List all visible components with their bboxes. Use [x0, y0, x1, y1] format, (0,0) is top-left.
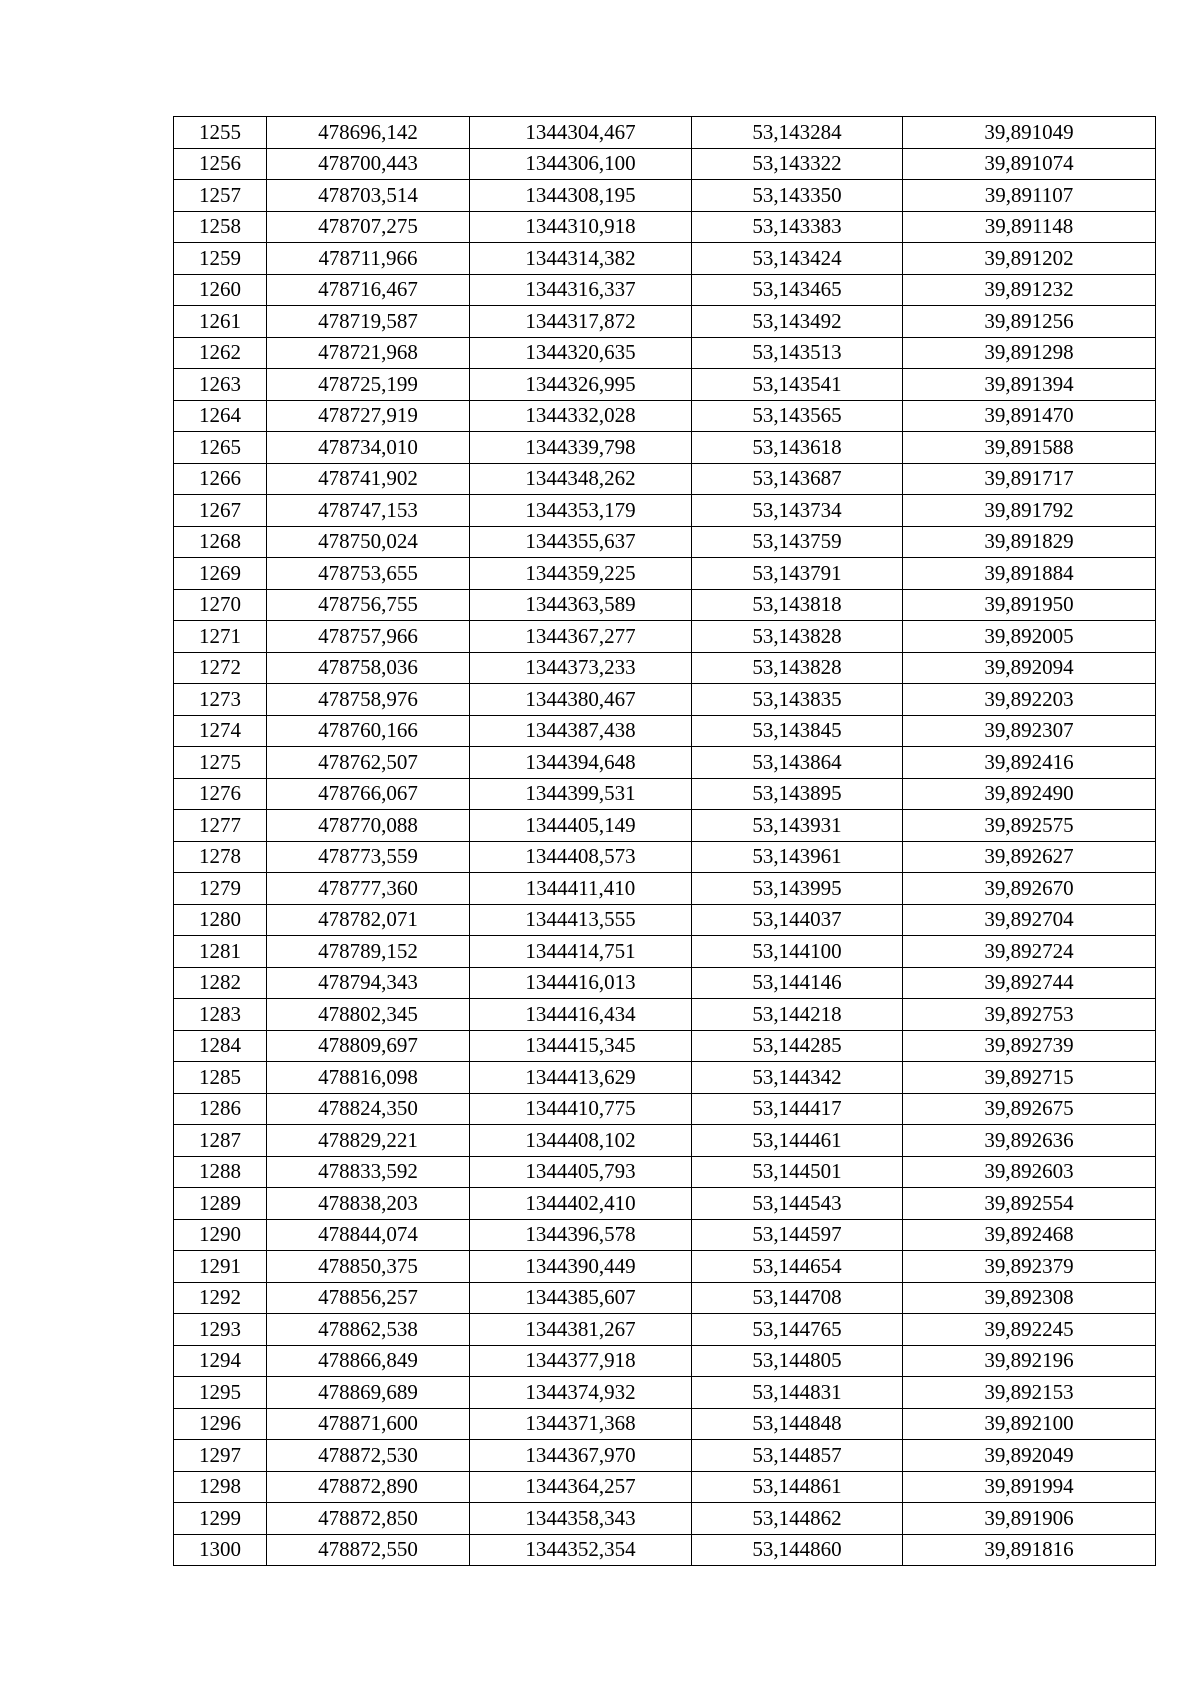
- table-row: [174, 967, 1156, 999]
- y-coordinate-cell: 1344374,932: [470, 1377, 692, 1409]
- point-number-cell: 1290: [174, 1219, 267, 1251]
- longitude-cell: 39,892468: [903, 1219, 1156, 1251]
- latitude-cell: 53,143828: [692, 652, 903, 684]
- point-number-cell: 1262: [174, 337, 267, 369]
- table-row: [174, 810, 1156, 842]
- x-coordinate-cell: 478773,559: [267, 841, 470, 873]
- table-row: [174, 495, 1156, 527]
- table-row: [174, 117, 1156, 149]
- y-coordinate-cell: 1344363,589: [470, 589, 692, 621]
- longitude-cell: 39,891950: [903, 589, 1156, 621]
- point-number-cell: 1296: [174, 1408, 267, 1440]
- longitude-cell: 39,892490: [903, 778, 1156, 810]
- table-row: [174, 1156, 1156, 1188]
- y-coordinate-cell: 1344304,467: [470, 117, 692, 149]
- y-coordinate-cell: 1344348,262: [470, 463, 692, 495]
- point-number-cell: 1261: [174, 306, 267, 338]
- point-number-cell: 1287: [174, 1125, 267, 1157]
- x-coordinate-cell: 478872,890: [267, 1471, 470, 1503]
- table-row: [174, 180, 1156, 212]
- latitude-cell: 53,144862: [692, 1503, 903, 1535]
- longitude-cell: 39,891074: [903, 148, 1156, 180]
- y-coordinate-cell: 1344332,028: [470, 400, 692, 432]
- y-coordinate-cell: 1344317,872: [470, 306, 692, 338]
- table-row: [174, 904, 1156, 936]
- table-row: [174, 432, 1156, 464]
- longitude-cell: 39,892094: [903, 652, 1156, 684]
- y-coordinate-cell: 1344416,434: [470, 999, 692, 1031]
- y-coordinate-cell: 1344326,995: [470, 369, 692, 401]
- longitude-cell: 39,892153: [903, 1377, 1156, 1409]
- table-row: [174, 1440, 1156, 1472]
- table-row: [174, 1093, 1156, 1125]
- x-coordinate-cell: 478760,166: [267, 715, 470, 747]
- longitude-cell: 39,891816: [903, 1534, 1156, 1566]
- point-number-cell: 1275: [174, 747, 267, 779]
- y-coordinate-cell: 1344385,607: [470, 1282, 692, 1314]
- y-coordinate-cell: 1344390,449: [470, 1251, 692, 1283]
- y-coordinate-cell: 1344310,918: [470, 211, 692, 243]
- x-coordinate-cell: 478872,850: [267, 1503, 470, 1535]
- longitude-cell: 39,891829: [903, 526, 1156, 558]
- longitude-cell: 39,891588: [903, 432, 1156, 464]
- y-coordinate-cell: 1344371,368: [470, 1408, 692, 1440]
- longitude-cell: 39,891792: [903, 495, 1156, 527]
- x-coordinate-cell: 478696,142: [267, 117, 470, 149]
- point-number-cell: 1265: [174, 432, 267, 464]
- x-coordinate-cell: 478770,088: [267, 810, 470, 842]
- longitude-cell: 39,891994: [903, 1471, 1156, 1503]
- longitude-cell: 39,892704: [903, 904, 1156, 936]
- latitude-cell: 53,143845: [692, 715, 903, 747]
- point-number-cell: 1267: [174, 495, 267, 527]
- x-coordinate-cell: 478866,849: [267, 1345, 470, 1377]
- longitude-cell: 39,892627: [903, 841, 1156, 873]
- y-coordinate-cell: 1344308,195: [470, 180, 692, 212]
- longitude-cell: 39,892308: [903, 1282, 1156, 1314]
- point-number-cell: 1278: [174, 841, 267, 873]
- longitude-cell: 39,891049: [903, 117, 1156, 149]
- table-row: [174, 463, 1156, 495]
- y-coordinate-cell: 1344381,267: [470, 1314, 692, 1346]
- longitude-cell: 39,891884: [903, 558, 1156, 590]
- y-coordinate-cell: 1344314,382: [470, 243, 692, 275]
- point-number-cell: 1283: [174, 999, 267, 1031]
- table-row: [174, 526, 1156, 558]
- table-row: [174, 841, 1156, 873]
- table-row: [174, 243, 1156, 275]
- table-row: [174, 1534, 1156, 1566]
- y-coordinate-cell: 1344413,555: [470, 904, 692, 936]
- longitude-cell: 39,891202: [903, 243, 1156, 275]
- longitude-cell: 39,892603: [903, 1156, 1156, 1188]
- y-coordinate-cell: 1344353,179: [470, 495, 692, 527]
- x-coordinate-cell: 478700,443: [267, 148, 470, 180]
- x-coordinate-cell: 478756,755: [267, 589, 470, 621]
- table-row: [174, 1188, 1156, 1220]
- point-number-cell: 1276: [174, 778, 267, 810]
- latitude-cell: 53,143687: [692, 463, 903, 495]
- latitude-cell: 53,143895: [692, 778, 903, 810]
- longitude-cell: 39,891394: [903, 369, 1156, 401]
- table-row: [174, 778, 1156, 810]
- latitude-cell: 53,144342: [692, 1062, 903, 1094]
- longitude-cell: 39,892575: [903, 810, 1156, 842]
- x-coordinate-cell: 478727,919: [267, 400, 470, 432]
- x-coordinate-cell: 478741,902: [267, 463, 470, 495]
- longitude-cell: 39,891148: [903, 211, 1156, 243]
- x-coordinate-cell: 478721,968: [267, 337, 470, 369]
- x-coordinate-cell: 478794,343: [267, 967, 470, 999]
- longitude-cell: 39,892307: [903, 715, 1156, 747]
- longitude-cell: 39,891256: [903, 306, 1156, 338]
- x-coordinate-cell: 478850,375: [267, 1251, 470, 1283]
- longitude-cell: 39,891232: [903, 274, 1156, 306]
- table-row: [174, 148, 1156, 180]
- x-coordinate-cell: 478833,592: [267, 1156, 470, 1188]
- latitude-cell: 53,143931: [692, 810, 903, 842]
- point-number-cell: 1299: [174, 1503, 267, 1535]
- x-coordinate-cell: 478782,071: [267, 904, 470, 936]
- table-row: [174, 1377, 1156, 1409]
- x-coordinate-cell: 478719,587: [267, 306, 470, 338]
- point-number-cell: 1300: [174, 1534, 267, 1566]
- latitude-cell: 53,143465: [692, 274, 903, 306]
- y-coordinate-cell: 1344387,438: [470, 715, 692, 747]
- table-row: [174, 306, 1156, 338]
- y-coordinate-cell: 1344339,798: [470, 432, 692, 464]
- x-coordinate-cell: 478862,538: [267, 1314, 470, 1346]
- longitude-cell: 39,892636: [903, 1125, 1156, 1157]
- x-coordinate-cell: 478844,074: [267, 1219, 470, 1251]
- table-row: [174, 558, 1156, 590]
- point-number-cell: 1284: [174, 1030, 267, 1062]
- y-coordinate-cell: 1344359,225: [470, 558, 692, 590]
- point-number-cell: 1270: [174, 589, 267, 621]
- table-row: [174, 1125, 1156, 1157]
- table-row: [174, 1345, 1156, 1377]
- latitude-cell: 53,143995: [692, 873, 903, 905]
- coordinates-table: [173, 116, 1156, 1566]
- table-row: [174, 589, 1156, 621]
- table-row: [174, 873, 1156, 905]
- latitude-cell: 53,144597: [692, 1219, 903, 1251]
- coordinates-table-body: [174, 117, 1156, 1566]
- latitude-cell: 53,144100: [692, 936, 903, 968]
- latitude-cell: 53,143322: [692, 148, 903, 180]
- latitude-cell: 53,143424: [692, 243, 903, 275]
- point-number-cell: 1293: [174, 1314, 267, 1346]
- y-coordinate-cell: 1344408,573: [470, 841, 692, 873]
- longitude-cell: 39,892416: [903, 747, 1156, 779]
- longitude-cell: 39,892744: [903, 967, 1156, 999]
- y-coordinate-cell: 1344367,970: [470, 1440, 692, 1472]
- table-row: [174, 400, 1156, 432]
- latitude-cell: 53,143284: [692, 117, 903, 149]
- latitude-cell: 53,143618: [692, 432, 903, 464]
- x-coordinate-cell: 478856,257: [267, 1282, 470, 1314]
- point-number-cell: 1266: [174, 463, 267, 495]
- latitude-cell: 53,144860: [692, 1534, 903, 1566]
- y-coordinate-cell: 1344405,793: [470, 1156, 692, 1188]
- table-row: [174, 1282, 1156, 1314]
- point-number-cell: 1277: [174, 810, 267, 842]
- x-coordinate-cell: 478766,067: [267, 778, 470, 810]
- y-coordinate-cell: 1344364,257: [470, 1471, 692, 1503]
- x-coordinate-cell: 478872,550: [267, 1534, 470, 1566]
- y-coordinate-cell: 1344413,629: [470, 1062, 692, 1094]
- y-coordinate-cell: 1344402,410: [470, 1188, 692, 1220]
- latitude-cell: 53,144543: [692, 1188, 903, 1220]
- x-coordinate-cell: 478711,966: [267, 243, 470, 275]
- y-coordinate-cell: 1344380,467: [470, 684, 692, 716]
- point-number-cell: 1271: [174, 621, 267, 653]
- y-coordinate-cell: 1344352,354: [470, 1534, 692, 1566]
- latitude-cell: 53,143828: [692, 621, 903, 653]
- y-coordinate-cell: 1344394,648: [470, 747, 692, 779]
- x-coordinate-cell: 478762,507: [267, 747, 470, 779]
- table-row: [174, 936, 1156, 968]
- y-coordinate-cell: 1344377,918: [470, 1345, 692, 1377]
- longitude-cell: 39,892005: [903, 621, 1156, 653]
- latitude-cell: 53,144417: [692, 1093, 903, 1125]
- point-number-cell: 1280: [174, 904, 267, 936]
- table-row: [174, 652, 1156, 684]
- table-row: [174, 1030, 1156, 1062]
- x-coordinate-cell: 478789,152: [267, 936, 470, 968]
- point-number-cell: 1264: [174, 400, 267, 432]
- latitude-cell: 53,143734: [692, 495, 903, 527]
- y-coordinate-cell: 1344416,013: [470, 967, 692, 999]
- x-coordinate-cell: 478824,350: [267, 1093, 470, 1125]
- table-row: [174, 337, 1156, 369]
- point-number-cell: 1288: [174, 1156, 267, 1188]
- point-number-cell: 1289: [174, 1188, 267, 1220]
- longitude-cell: 39,892100: [903, 1408, 1156, 1440]
- y-coordinate-cell: 1344415,345: [470, 1030, 692, 1062]
- point-number-cell: 1274: [174, 715, 267, 747]
- table-row: [174, 684, 1156, 716]
- table-row: [174, 1503, 1156, 1535]
- y-coordinate-cell: 1344373,233: [470, 652, 692, 684]
- longitude-cell: 39,891470: [903, 400, 1156, 432]
- longitude-cell: 39,892715: [903, 1062, 1156, 1094]
- y-coordinate-cell: 1344408,102: [470, 1125, 692, 1157]
- point-number-cell: 1273: [174, 684, 267, 716]
- latitude-cell: 53,144285: [692, 1030, 903, 1062]
- x-coordinate-cell: 478753,655: [267, 558, 470, 590]
- longitude-cell: 39,892724: [903, 936, 1156, 968]
- latitude-cell: 53,143492: [692, 306, 903, 338]
- x-coordinate-cell: 478872,530: [267, 1440, 470, 1472]
- table-row: [174, 715, 1156, 747]
- point-number-cell: 1260: [174, 274, 267, 306]
- point-number-cell: 1268: [174, 526, 267, 558]
- longitude-cell: 39,892245: [903, 1314, 1156, 1346]
- x-coordinate-cell: 478757,966: [267, 621, 470, 653]
- latitude-cell: 53,144708: [692, 1282, 903, 1314]
- x-coordinate-cell: 478703,514: [267, 180, 470, 212]
- y-coordinate-cell: 1344355,637: [470, 526, 692, 558]
- longitude-cell: 39,892379: [903, 1251, 1156, 1283]
- latitude-cell: 53,144501: [692, 1156, 903, 1188]
- x-coordinate-cell: 478802,345: [267, 999, 470, 1031]
- x-coordinate-cell: 478871,600: [267, 1408, 470, 1440]
- point-number-cell: 1285: [174, 1062, 267, 1094]
- point-number-cell: 1272: [174, 652, 267, 684]
- latitude-cell: 53,144805: [692, 1345, 903, 1377]
- longitude-cell: 39,891906: [903, 1503, 1156, 1535]
- point-number-cell: 1295: [174, 1377, 267, 1409]
- y-coordinate-cell: 1344405,149: [470, 810, 692, 842]
- longitude-cell: 39,892753: [903, 999, 1156, 1031]
- table-row: [174, 1062, 1156, 1094]
- longitude-cell: 39,892203: [903, 684, 1156, 716]
- latitude-cell: 53,143383: [692, 211, 903, 243]
- y-coordinate-cell: 1344316,337: [470, 274, 692, 306]
- y-coordinate-cell: 1344306,100: [470, 148, 692, 180]
- table-row: [174, 369, 1156, 401]
- table-row: [174, 999, 1156, 1031]
- x-coordinate-cell: 478734,010: [267, 432, 470, 464]
- point-number-cell: 1258: [174, 211, 267, 243]
- latitude-cell: 53,144218: [692, 999, 903, 1031]
- point-number-cell: 1294: [174, 1345, 267, 1377]
- latitude-cell: 53,143759: [692, 526, 903, 558]
- x-coordinate-cell: 478725,199: [267, 369, 470, 401]
- longitude-cell: 39,892670: [903, 873, 1156, 905]
- y-coordinate-cell: 1344399,531: [470, 778, 692, 810]
- longitude-cell: 39,891107: [903, 180, 1156, 212]
- point-number-cell: 1255: [174, 117, 267, 149]
- point-number-cell: 1259: [174, 243, 267, 275]
- y-coordinate-cell: 1344358,343: [470, 1503, 692, 1535]
- point-number-cell: 1282: [174, 967, 267, 999]
- table-row: [174, 1219, 1156, 1251]
- table-row: [174, 747, 1156, 779]
- y-coordinate-cell: 1344320,635: [470, 337, 692, 369]
- x-coordinate-cell: 478716,467: [267, 274, 470, 306]
- table-row: [174, 1314, 1156, 1346]
- x-coordinate-cell: 478758,976: [267, 684, 470, 716]
- latitude-cell: 53,144857: [692, 1440, 903, 1472]
- point-number-cell: 1263: [174, 369, 267, 401]
- y-coordinate-cell: 1344411,410: [470, 873, 692, 905]
- x-coordinate-cell: 478777,360: [267, 873, 470, 905]
- point-number-cell: 1297: [174, 1440, 267, 1472]
- x-coordinate-cell: 478838,203: [267, 1188, 470, 1220]
- point-number-cell: 1286: [174, 1093, 267, 1125]
- x-coordinate-cell: 478869,689: [267, 1377, 470, 1409]
- table-row: [174, 1408, 1156, 1440]
- longitude-cell: 39,892049: [903, 1440, 1156, 1472]
- latitude-cell: 53,144037: [692, 904, 903, 936]
- latitude-cell: 53,143864: [692, 747, 903, 779]
- y-coordinate-cell: 1344396,578: [470, 1219, 692, 1251]
- latitude-cell: 53,144861: [692, 1471, 903, 1503]
- table-row: [174, 274, 1156, 306]
- y-coordinate-cell: 1344410,775: [470, 1093, 692, 1125]
- latitude-cell: 53,143350: [692, 180, 903, 212]
- latitude-cell: 53,144461: [692, 1125, 903, 1157]
- x-coordinate-cell: 478809,697: [267, 1030, 470, 1062]
- point-number-cell: 1257: [174, 180, 267, 212]
- longitude-cell: 39,892196: [903, 1345, 1156, 1377]
- point-number-cell: 1281: [174, 936, 267, 968]
- latitude-cell: 53,144831: [692, 1377, 903, 1409]
- x-coordinate-cell: 478707,275: [267, 211, 470, 243]
- table-row: [174, 211, 1156, 243]
- latitude-cell: 53,143565: [692, 400, 903, 432]
- latitude-cell: 53,143791: [692, 558, 903, 590]
- y-coordinate-cell: 1344414,751: [470, 936, 692, 968]
- x-coordinate-cell: 478758,036: [267, 652, 470, 684]
- latitude-cell: 53,144765: [692, 1314, 903, 1346]
- x-coordinate-cell: 478816,098: [267, 1062, 470, 1094]
- x-coordinate-cell: 478829,221: [267, 1125, 470, 1157]
- longitude-cell: 39,892554: [903, 1188, 1156, 1220]
- table-row: [174, 1471, 1156, 1503]
- latitude-cell: 53,144146: [692, 967, 903, 999]
- longitude-cell: 39,892675: [903, 1093, 1156, 1125]
- longitude-cell: 39,891298: [903, 337, 1156, 369]
- latitude-cell: 53,143835: [692, 684, 903, 716]
- table-row: [174, 1251, 1156, 1283]
- x-coordinate-cell: 478750,024: [267, 526, 470, 558]
- point-number-cell: 1292: [174, 1282, 267, 1314]
- latitude-cell: 53,143513: [692, 337, 903, 369]
- latitude-cell: 53,144654: [692, 1251, 903, 1283]
- point-number-cell: 1269: [174, 558, 267, 590]
- longitude-cell: 39,892739: [903, 1030, 1156, 1062]
- point-number-cell: 1291: [174, 1251, 267, 1283]
- latitude-cell: 53,144848: [692, 1408, 903, 1440]
- point-number-cell: 1298: [174, 1471, 267, 1503]
- latitude-cell: 53,143961: [692, 841, 903, 873]
- table-row: [174, 621, 1156, 653]
- y-coordinate-cell: 1344367,277: [470, 621, 692, 653]
- point-number-cell: 1279: [174, 873, 267, 905]
- point-number-cell: 1256: [174, 148, 267, 180]
- x-coordinate-cell: 478747,153: [267, 495, 470, 527]
- latitude-cell: 53,143541: [692, 369, 903, 401]
- latitude-cell: 53,143818: [692, 589, 903, 621]
- longitude-cell: 39,891717: [903, 463, 1156, 495]
